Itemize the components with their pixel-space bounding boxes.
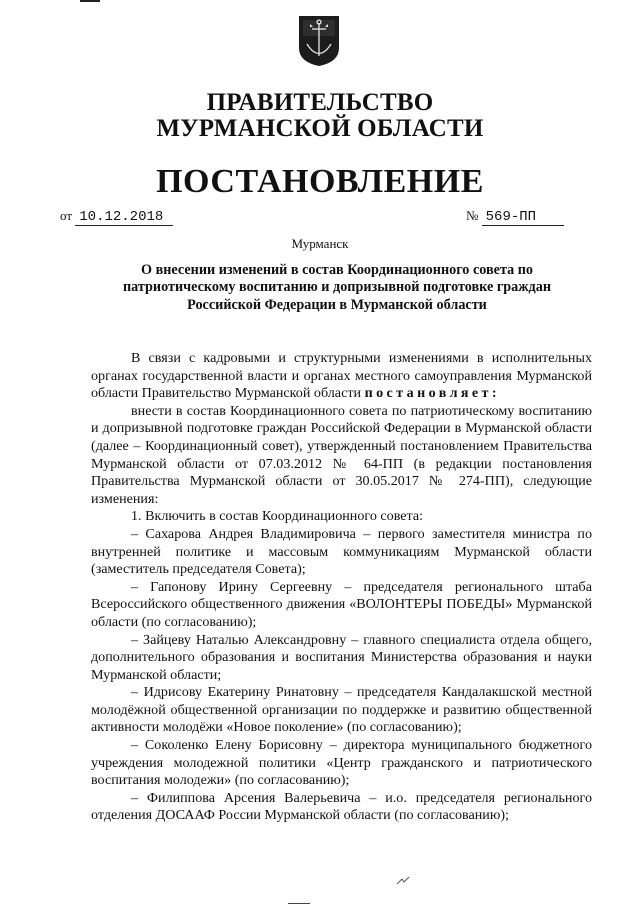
member-entry: – Идрисову Екатерину Ринатовну – председателя Кандалакшской местной молодёжной общественной организации по поддержке и развитию общественной активности молодёжи «Новое поколение» (по согласованию); [91,684,592,736]
member-entry: – Гапонову Ирину Сергеевну – председателя регионального штаба Всероссийского общественного движения «ВОЛОНТЕРЫ ПОБЕДЫ» Мурманской области (по согласованию); [91,578,592,630]
date-prefix: от [60,208,73,223]
pen-mark-icon [396,876,410,886]
member-entry: – Зайцеву Наталью Александровну – главного специалиста отдела общего, дополнительного образования и воспитания Министерства образования и науки Мурманской области; [91,631,592,683]
scan-artifact-mark [80,0,100,2]
org-name-line2: МУРМАНСКОЙ ОБЛАСТИ [156,115,484,142]
document-body [91,350,592,825]
main-paragraph: внести в состав Координационного совета по патриотическому воспитанию и допризывной подготовке граждан Российской Федерации в Мурманской области (далее – Координационный совет), утвержденный постановлением Правительства Мурманской области от 07.03.2012 № 64-ПП (в редакции постановления Правительства Мурманской области от 30.05.2017 № 274-ПП), следующие изменения: [91,402,592,507]
member-entry: – Соколенко Елену Борисовну – директора муниципального бюджетного учреждения молодежной политики «Центр гражданского и патриотического воспитания молодежи» (по согласованию); [91,737,592,789]
document-title: О внесении изменений в состав Координационного совета по патриотическому воспитанию и допризывной подготовке граждан Российской Федерации в Мурманской области [122,262,552,313]
date-value: 10.12.2018 [75,209,173,226]
number-value: 569-ПП [482,209,564,226]
date-field [60,208,173,226]
member-entry: – Сахарова Андрея Владимировича – первого заместителя министра по внутренней политике и массовым коммуникациям Мурманской области (заместитель председателя Совета); [91,525,592,578]
number-field [466,208,564,226]
murmansk-coat-of-arms-icon [297,14,341,68]
member-entry: – Филиппова Арсения Валерьевича – и.о. председателя регионального отделения ДОСААФ России Мурманской области (по согласованию); [91,789,592,824]
org-name-line1: ПРАВИТЕЛЬСТВО [206,89,434,116]
city: Мурманск [291,236,349,251]
document-type: ПОСТАНОВЛЕНИЕ [156,163,484,200]
number-prefix: № [466,208,479,223]
intro-paragraph [91,350,592,403]
item-1: 1. Включить в состав Координационного совета: [131,508,424,525]
scan-artifact-mark [288,903,310,904]
intro-text: В связи с кадровыми и структурными изменениями в исполнительных органах государственной власти и органах местного самоуправления Мурманской области Правительство Мурманской области [91,350,592,402]
decree-word: постановляет: [364,385,500,402]
